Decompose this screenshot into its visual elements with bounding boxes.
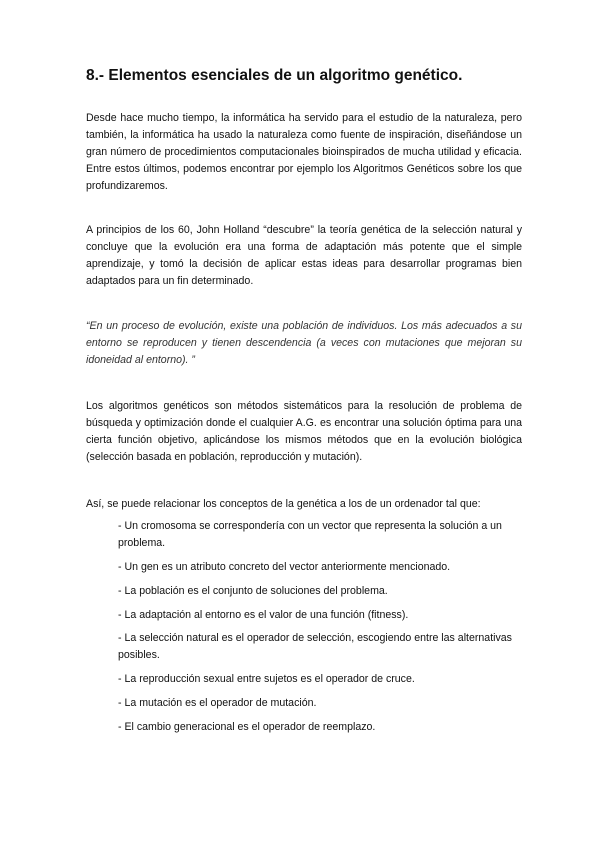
list-item-reproduccion: - La reproducción sexual entre sujetos es el operador de cruce.: [118, 673, 415, 685]
list-item-poblacion: - La población es el conjunto de soluciones del problema.: [118, 585, 388, 597]
paragraph-relation: Así, se puede relacionar los conceptos de la genética a los de un ordenador tal que:: [86, 498, 481, 510]
paragraph-holland: A principios de los 60, John Holland “descubre” la teoría genética de la selección natural y concluye que la evolución era una forma de adaptación más potente que el simple aprendizaje, y tomó la decisión de aplicar estas ideas para desarrollar programas bien adaptados para un fin determinado.: [86, 224, 522, 287]
paragraph-definition: Los algoritmos genéticos son métodos sistemáticos para la resolución de problema de búsqueda y optimización donde el cualquier A.G. es encontrar una solución óptima para una cierta función objetivo, aplicándose los mismos métodos que en la evolución biológica (selección basada en población, reproducción y mutación).: [86, 400, 522, 463]
list-item-cambio: - El cambio generacional es el operador de reemplazo.: [118, 721, 376, 733]
list-item-cromosoma: - Un cromosoma se correspondería con un vector que representa la solución a un problema.: [118, 520, 502, 549]
list-item-seleccion: - La selección natural es el operador de selección, escogiendo entre las alternativas posibles.: [118, 632, 512, 661]
list-item-mutacion: - La mutación es el operador de mutación.: [118, 697, 317, 709]
section-title: 8.- Elementos esenciales de un algoritmo genético.: [86, 67, 463, 84]
list-item-adaptacion: - La adaptación al entorno es el valor de una función (fitness).: [118, 609, 409, 621]
paragraph-intro: Desde hace mucho tiempo, la informática ha servido para el estudio de la naturaleza, pero también, la informática ha usado la naturaleza como fuente de inspiración, diseñándose un gran número de procedimientos computacionales bioinspirados de mucha utilidad y eficacia. Entre estos últimos, podemos encontrar por ejemplo los Algoritmos Genéticos sobre los que profundizaremos.: [86, 112, 522, 192]
quote-evolution: “En un proceso de evolución, existe una población de individuos. Los más adecuados a su entorno se reproducen y tienen descendencia (a veces con mutaciones que mejoran su idoneidad al entorno). ”: [86, 320, 522, 366]
list-item-gen: - Un gen es un atributo concreto del vector anteriormente mencionado.: [118, 561, 451, 573]
